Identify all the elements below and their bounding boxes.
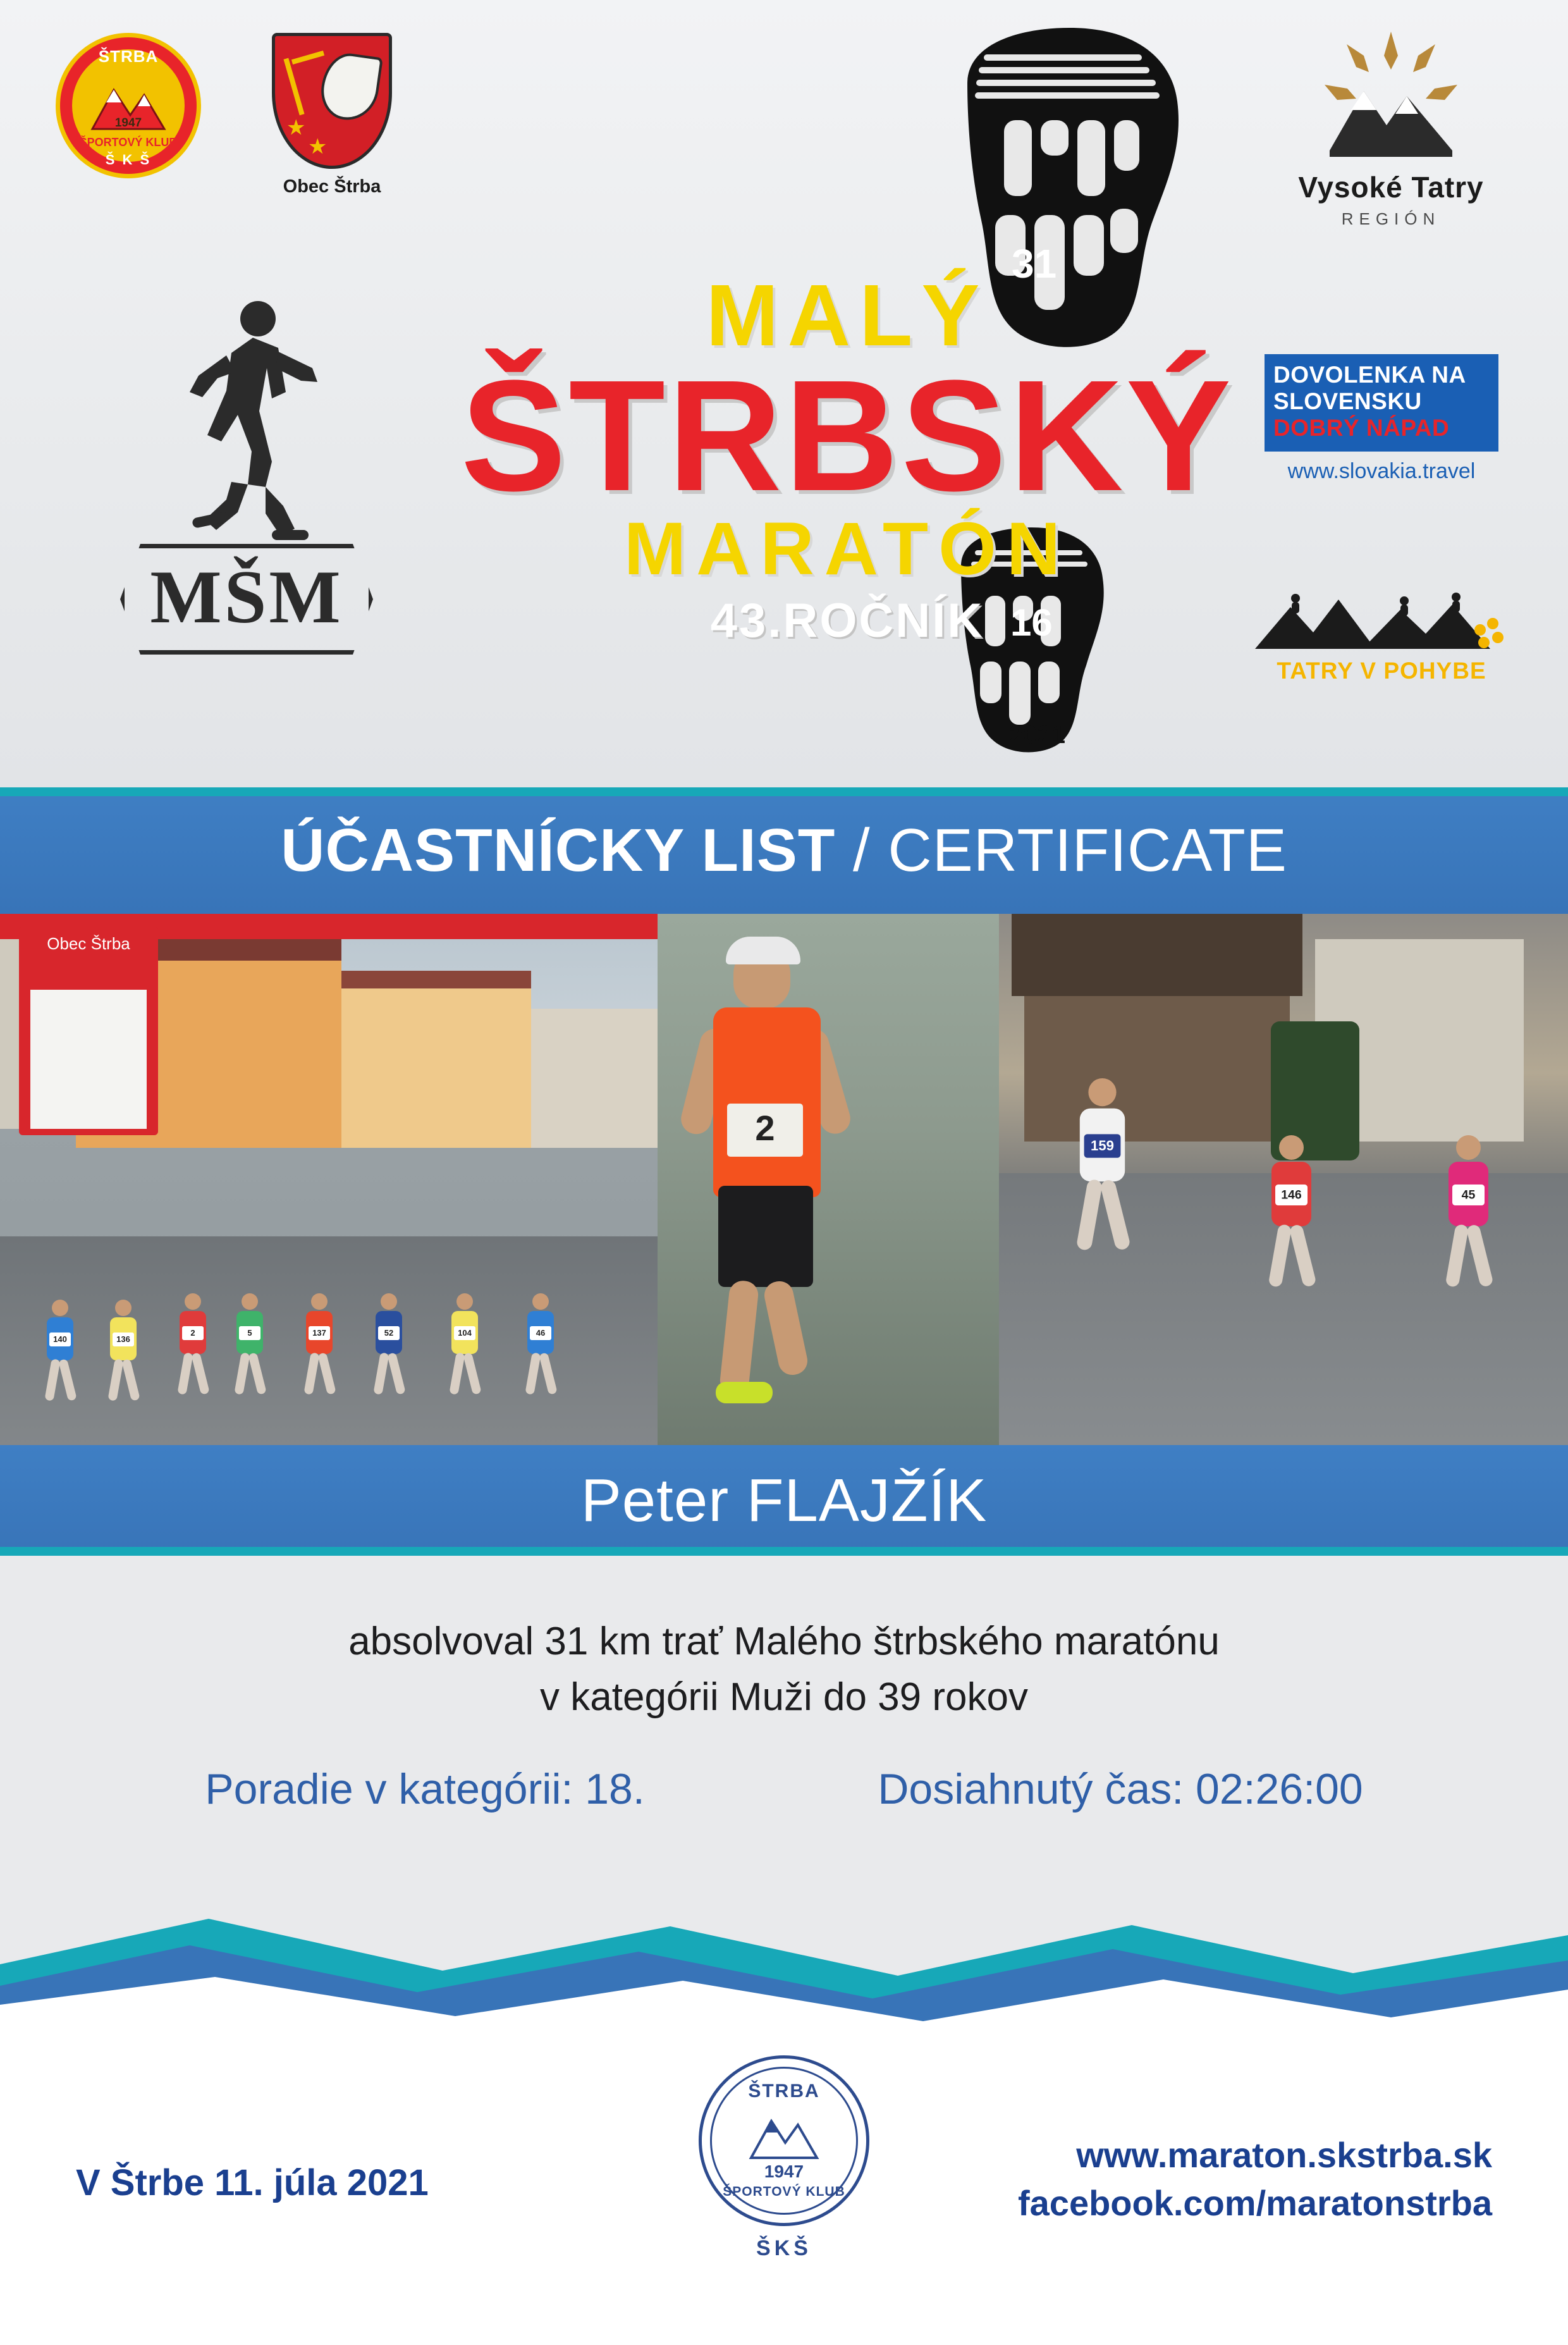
photo1-building-c (531, 1009, 658, 1148)
runner-bib: 104 (454, 1326, 475, 1340)
photo2-runner-bib-number: 2 (755, 1108, 775, 1148)
runner-head (311, 1293, 328, 1310)
runner-bib: 46 (530, 1326, 551, 1340)
footer-logo-year: 1947 (764, 2162, 804, 2181)
photo3-roof (1012, 914, 1302, 996)
slovakia-travel-line3: DOBRÝ NÁPAD (1273, 415, 1450, 441)
runner-silhouette-icon (177, 297, 335, 572)
teal-divider-bottom (0, 1547, 1568, 1556)
photo1-banner-white (30, 990, 147, 1129)
runner-legs (453, 1353, 477, 1397)
photo1-runner-1 (38, 1300, 82, 1420)
sks-logo-bottom-text: Š K Š (105, 152, 152, 168)
sks-logo-year: 1947 (114, 116, 142, 130)
tatry-v-pohybe-logo (1255, 588, 1508, 684)
footer-links (1018, 2131, 1492, 2227)
header (0, 0, 1568, 787)
sks-logo-top-text: ŠTRBA (98, 47, 159, 66)
obec-label: Obec Štrba (283, 176, 381, 197)
certificate-title-en: / CERTIFICATE (835, 816, 1287, 884)
photo1-runner-4 (228, 1293, 272, 1420)
fork-icon-bar (291, 51, 324, 65)
title-line-rocnik: 43.ROČNÍK (710, 594, 984, 648)
runner-bib: 159 (1084, 1134, 1121, 1157)
certificate-title (281, 816, 1287, 885)
athlete-name: Peter FLAJŽÍK (580, 1466, 988, 1534)
certificate-body (0, 1556, 1568, 1910)
runner-legs (307, 1353, 331, 1397)
slovakia-travel-badge (1265, 354, 1498, 484)
photo1-banner (19, 926, 158, 1135)
runner-legs (1082, 1179, 1123, 1255)
photo1-banner-label: Obec Štrba (47, 934, 130, 953)
photo-single-runner (658, 914, 999, 1445)
photo1-building-b (341, 971, 531, 1148)
vysoke-tatry-sub: REGIÓN (1341, 209, 1441, 228)
vysoke-tatry-logo (1277, 30, 1505, 229)
photo1-runner-2 (101, 1300, 145, 1420)
runner-head (52, 1300, 68, 1316)
shoe-print-year: 2021 (1009, 721, 1065, 749)
shield-icon (272, 33, 392, 169)
footer-logo-club-text: ŠPORTOVÝ KLUB (723, 2184, 845, 2199)
slovakia-travel-url[interactable]: www.slovakia.travel (1287, 459, 1476, 483)
photo2-runner-vest (713, 1007, 821, 1197)
runner-legs (181, 1353, 205, 1397)
star-icon-2: ★ (308, 135, 328, 159)
title-line-strbsky: ŠTRBSKÝ (460, 347, 1234, 524)
teal-divider-top (0, 787, 1568, 796)
photo2-runner-cap (726, 937, 800, 964)
runner-head (456, 1293, 473, 1310)
category-rank: Poradie v kategórii: 18. (205, 1765, 645, 1813)
footer (0, 2030, 1568, 2345)
sks-logo-sub-text: ŠPORTOVÝ KLUB (79, 136, 178, 149)
fork-icon (283, 58, 304, 116)
certificate-band (0, 787, 1568, 914)
runner-legs (238, 1353, 262, 1397)
runner-bib: 136 (113, 1333, 134, 1346)
certificate-title-sk: ÚČASTNÍCKY LIST (281, 816, 836, 884)
wave-divider (0, 1910, 1568, 2030)
runner-head (1088, 1078, 1116, 1106)
runner-bib: 45 (1452, 1185, 1485, 1205)
description-line-2: v kategórii Muži do 39 rokov (540, 1675, 1028, 1720)
runner-bib: 2 (182, 1326, 204, 1340)
slovakia-travel-line2: SLOVENSKU (1273, 388, 1422, 414)
photo2-runner-shoe (716, 1382, 773, 1403)
slovakia-travel-box (1265, 354, 1498, 452)
photo3-runner-1 (1043, 1078, 1161, 1401)
star-icon-1: ★ (286, 116, 306, 140)
runner-head (115, 1300, 132, 1316)
footer-date: V Štrbe 11. júla 2021 (76, 2162, 429, 2203)
footer-club-logo (689, 2049, 879, 2302)
runner-head (1456, 1135, 1481, 1160)
sun-mountain-icon (1318, 30, 1464, 166)
msm-monogram: MŠM (150, 555, 343, 639)
runner-bib: 5 (239, 1326, 260, 1340)
photo1-runner-3 (171, 1293, 215, 1420)
footer-website-link[interactable]: www.maraton.skstrba.sk (1076, 2135, 1492, 2175)
athlete-name-band (0, 1445, 1568, 1556)
event-title (436, 266, 1258, 648)
footer-facebook-link[interactable]: facebook.com/maratonstrba (1018, 2182, 1492, 2223)
runner-bib: 140 (49, 1333, 71, 1346)
footer-mountain-icon (746, 2112, 822, 2165)
photo-strip (0, 914, 1568, 1445)
msm-emblem (101, 297, 392, 689)
runner-head (1279, 1135, 1304, 1160)
vysoke-tatry-name: Vysoké Tatry (1298, 171, 1484, 204)
horn-icon (317, 50, 383, 124)
title-line-maly: MALÝ (706, 267, 989, 364)
photo-start-line (0, 914, 658, 1445)
runner-legs (529, 1353, 553, 1397)
photo1-runner-6 (367, 1293, 411, 1420)
runner-head (381, 1293, 397, 1310)
sks-club-logo (56, 33, 201, 178)
runner-head (242, 1293, 258, 1310)
runner-legs (377, 1353, 401, 1397)
runner-legs (111, 1359, 135, 1403)
runner-bib: 146 (1275, 1185, 1308, 1205)
tatry-v-pohybe-text: TATRY V POHYBE (1277, 658, 1486, 684)
runner-bib: 52 (378, 1326, 400, 1340)
shoe-print-number-large: 31 (1012, 241, 1057, 286)
mountain-skyline-icon (1255, 588, 1508, 651)
result-stats (0, 1764, 1568, 1814)
footer-logo-bottom-text: ŠKŠ (756, 2236, 812, 2260)
slovakia-travel-line1: DOVOLENKA NA (1273, 362, 1466, 388)
photo3-runner-2 (1239, 1135, 1344, 1401)
photo1-runner-8 (518, 1293, 563, 1420)
shoe-print-number-small: 16 (1010, 601, 1053, 644)
photo1-runner-7 (443, 1293, 487, 1420)
finish-time: Dosiahnutý čas: 02:26:00 (878, 1765, 1363, 1813)
achievement-description (0, 1614, 1568, 1725)
runner-legs (1450, 1224, 1486, 1291)
runner-head (185, 1293, 201, 1310)
runner-bib: 137 (309, 1326, 330, 1340)
photo1-runner-5 (297, 1293, 341, 1420)
runner-head (532, 1293, 549, 1310)
runner-legs (1273, 1224, 1309, 1291)
obec-strba-coat-of-arms (253, 33, 411, 197)
description-line-1: absolvoval 31 km trať Malého štrbského maratónu (348, 1620, 1220, 1663)
runner-legs (48, 1359, 72, 1403)
photo3-runner-3 (1416, 1135, 1521, 1401)
photo2-background (658, 914, 999, 1445)
title-line-maraton: MARATÓN (623, 507, 1071, 591)
photo-three-runners (999, 914, 1568, 1445)
footer-logo-top-text: ŠTRBA (748, 2081, 820, 2102)
photo2-runner-shorts (718, 1186, 813, 1287)
